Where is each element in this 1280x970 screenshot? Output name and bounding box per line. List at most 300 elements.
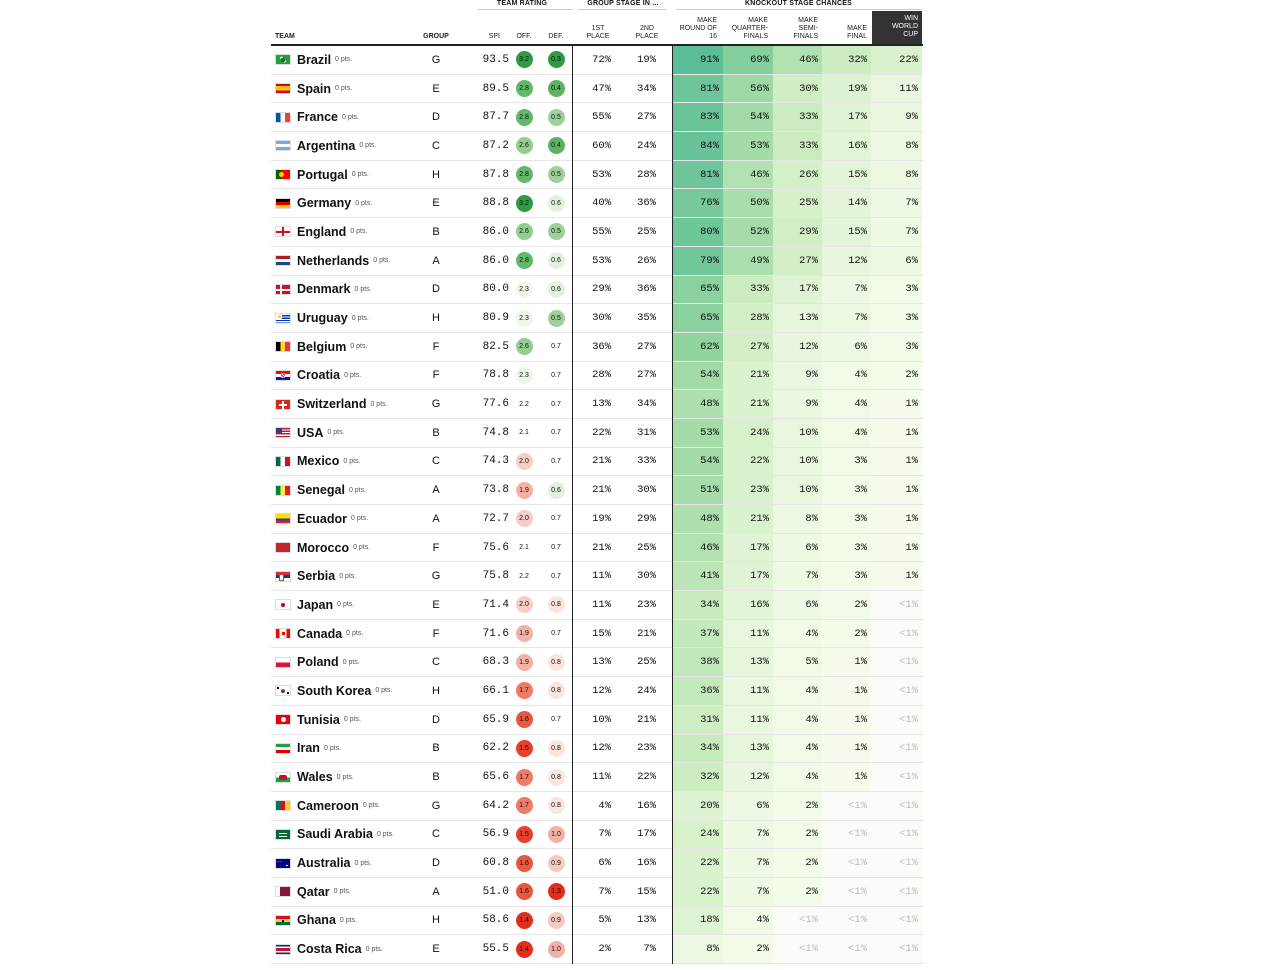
spi-value: 68.3 xyxy=(482,656,509,669)
first-place-pct: 10% xyxy=(592,713,611,726)
second-place-pct: 25% xyxy=(637,656,656,669)
team-name[interactable]: Croatia xyxy=(297,368,341,383)
team-name[interactable]: Morocco xyxy=(297,540,350,555)
team-group: E xyxy=(432,943,440,956)
team-name[interactable]: Uruguay xyxy=(297,311,348,326)
team-points: 0 pts. xyxy=(323,744,342,752)
first-place-pct: 6% xyxy=(598,857,611,870)
team-points: 0 pts. xyxy=(355,199,373,207)
off-rating xyxy=(515,333,533,361)
sf-pct: 10% xyxy=(773,448,822,476)
team-name[interactable]: Saudi Arabia xyxy=(297,827,373,842)
def-bubble: 0.8 xyxy=(548,740,565,757)
qf-pct: 24% xyxy=(723,419,773,447)
team-name[interactable]: Australia xyxy=(297,856,351,871)
first-place-pct: 12% xyxy=(592,684,611,697)
team-group: C xyxy=(432,139,440,152)
team-cell xyxy=(275,648,425,676)
off-bubble: 2.8 xyxy=(516,166,533,183)
final-pct: 3% xyxy=(822,562,871,590)
team-name[interactable]: Belgium xyxy=(297,339,347,354)
team-row[interactable] xyxy=(271,247,923,276)
first-place-pct: 47% xyxy=(592,82,611,95)
qf-pct: 28% xyxy=(723,304,773,332)
off-rating xyxy=(515,362,533,390)
win-pct: <1% xyxy=(871,591,922,619)
team-name[interactable]: South Korea xyxy=(297,683,372,698)
cameroon-flag-icon xyxy=(275,800,291,811)
team-group: G xyxy=(431,799,441,812)
team-cell xyxy=(275,591,425,619)
spi-value: 55.5 xyxy=(482,943,509,956)
costarica-flag-icon xyxy=(275,944,291,955)
team-name[interactable]: Tunisia xyxy=(297,712,340,727)
sf-pct: 2% xyxy=(773,878,822,906)
off-bubble: 1.5 xyxy=(516,826,533,843)
col-off[interactable]: OFF. xyxy=(516,33,532,40)
sf-pct: 10% xyxy=(773,419,822,447)
team-points: 0 pts. xyxy=(351,515,369,523)
first-place-pct: 55% xyxy=(592,225,611,238)
first-place-pct: 2% xyxy=(598,943,611,956)
team-points: 0 pts. xyxy=(350,228,368,236)
team-name[interactable]: Portugal xyxy=(297,167,348,182)
def-bubble: 0.7 xyxy=(548,568,565,585)
team-name[interactable]: England xyxy=(297,224,347,239)
qf-pct: 21% xyxy=(723,390,773,418)
iran-flag-icon xyxy=(275,743,291,754)
senegal-flag-icon xyxy=(275,485,291,496)
team-cell xyxy=(275,763,425,791)
team-row[interactable] xyxy=(271,103,923,132)
win-pct: 1% xyxy=(871,390,922,418)
team-row[interactable] xyxy=(271,46,923,75)
off-rating xyxy=(515,534,533,562)
team-points: 0 pts. xyxy=(343,457,361,465)
off-rating xyxy=(515,763,533,791)
team-cell xyxy=(275,849,425,877)
def-bubble: 0.4 xyxy=(548,80,565,97)
off-bubble: 1.9 xyxy=(516,625,533,642)
team-name[interactable]: Costa Rica xyxy=(297,942,362,957)
spi-value: 93.5 xyxy=(482,53,509,66)
win-pct: 7% xyxy=(871,218,922,246)
team-name[interactable]: Denmark xyxy=(297,282,351,297)
team-name[interactable]: Qatar xyxy=(297,884,330,899)
final-pct: 2% xyxy=(822,591,871,619)
off-rating xyxy=(515,505,533,533)
spi-value: 60.8 xyxy=(482,857,509,870)
team-cell xyxy=(275,304,425,332)
team-row[interactable] xyxy=(271,75,923,104)
off-rating xyxy=(515,476,533,504)
team-name[interactable]: Canada xyxy=(297,626,343,641)
sf-pct: 27% xyxy=(773,247,822,275)
second-place-pct: 15% xyxy=(637,885,656,898)
col-def[interactable]: DEF. xyxy=(548,33,564,40)
team-row[interactable] xyxy=(271,448,923,477)
team-name[interactable]: Mexico xyxy=(297,454,340,469)
win-pct: 1% xyxy=(871,562,922,590)
spi-value: 86.0 xyxy=(482,225,509,238)
final-pct: 3% xyxy=(822,448,871,476)
team-points: 0 pts. xyxy=(353,544,371,552)
off-bubble: 2.8 xyxy=(516,252,533,269)
sf-pct: 2% xyxy=(773,792,822,820)
team-group: C xyxy=(432,455,440,468)
team-points: 0 pts. xyxy=(344,371,362,379)
team-points: 0 pts. xyxy=(339,916,358,924)
win-pct: 1% xyxy=(871,476,922,504)
def-bubble: 1.0 xyxy=(548,941,565,958)
final-pct: 1% xyxy=(822,706,871,734)
def-rating xyxy=(547,562,565,590)
team-name[interactable]: Brazil xyxy=(297,52,332,67)
second-place-pct: 26% xyxy=(637,254,656,267)
japan-flag-icon xyxy=(275,599,291,610)
second-place-pct: 7% xyxy=(643,943,656,956)
def-rating xyxy=(547,276,565,304)
final-pct: 4% xyxy=(822,362,871,390)
first-place-pct: 53% xyxy=(592,168,611,181)
team-row[interactable] xyxy=(271,620,923,649)
r16-pct: 22% xyxy=(673,878,723,906)
team-group: E xyxy=(432,82,440,95)
team-row[interactable] xyxy=(271,304,923,333)
second-place-pct: 13% xyxy=(637,914,656,927)
team-row[interactable] xyxy=(271,476,923,505)
team-group: H xyxy=(432,684,440,697)
r16-pct: 46% xyxy=(673,534,723,562)
team-name[interactable]: Poland xyxy=(297,655,339,670)
off-rating xyxy=(515,821,533,849)
qf-pct: 56% xyxy=(723,75,773,103)
team-group: D xyxy=(432,713,440,726)
team-row[interactable] xyxy=(271,792,923,821)
first-place-pct: 21% xyxy=(592,455,611,468)
col-team[interactable]: TEAM xyxy=(275,33,295,40)
win-pct: <1% xyxy=(871,735,922,763)
team-row[interactable] xyxy=(271,878,923,907)
team-group: H xyxy=(432,914,440,927)
off-bubble: 1.9 xyxy=(516,482,533,499)
win-pct: <1% xyxy=(871,648,922,676)
qf-pct: 33% xyxy=(723,276,773,304)
spi-value: 65.9 xyxy=(482,713,509,726)
final-pct: 6% xyxy=(822,333,871,361)
col-quarterfinals[interactable]: MAKE QUARTER- FINALS xyxy=(731,17,768,40)
off-bubble: 1.4 xyxy=(516,912,533,929)
team-name[interactable]: Germany xyxy=(297,196,352,211)
team-cell xyxy=(275,218,425,246)
team-row[interactable] xyxy=(271,907,923,936)
spi-value: 87.8 xyxy=(482,168,509,181)
def-bubble: 0.5 xyxy=(548,109,565,126)
win-pct: 11% xyxy=(871,75,922,103)
second-place-pct: 34% xyxy=(637,398,656,411)
r16-pct: 79% xyxy=(673,247,723,275)
def-rating xyxy=(547,333,565,361)
team-name[interactable]: Serbia xyxy=(297,569,336,584)
team-name[interactable]: Senegal xyxy=(297,483,345,498)
sf-pct: 17% xyxy=(773,276,822,304)
first-place-pct: 22% xyxy=(592,426,611,439)
team-points: 0 pts. xyxy=(354,859,372,867)
team-row[interactable] xyxy=(271,189,923,218)
def-bubble: 0.6 xyxy=(548,195,565,212)
win-pct: <1% xyxy=(871,706,922,734)
def-bubble: 0.4 xyxy=(548,137,565,154)
r16-pct: 62% xyxy=(673,333,723,361)
sf-pct: 46% xyxy=(773,46,822,74)
col-group[interactable]: GROUP xyxy=(423,33,449,40)
def-bubble: 0.7 xyxy=(548,453,565,470)
off-bubble: 1.7 xyxy=(516,682,533,699)
final-pct: 15% xyxy=(822,218,871,246)
team-row[interactable] xyxy=(271,362,923,391)
col-semifinals[interactable]: MAKE SEMI- FINALS xyxy=(793,17,818,40)
team-row[interactable] xyxy=(271,419,923,448)
spi-value: 87.7 xyxy=(482,111,509,124)
sf-pct: 26% xyxy=(773,161,822,189)
team-name[interactable]: Japan xyxy=(297,597,334,612)
r16-pct: 8% xyxy=(673,935,723,963)
team-row[interactable] xyxy=(271,505,923,534)
column-header-row xyxy=(271,11,923,46)
col-spi[interactable]: SPI xyxy=(488,33,500,40)
qf-pct: 2% xyxy=(723,935,773,963)
team-row[interactable] xyxy=(271,706,923,735)
spi-value: 58.6 xyxy=(482,914,509,927)
def-rating xyxy=(547,792,565,820)
denmark-flag-icon xyxy=(275,284,291,295)
second-place-pct: 16% xyxy=(637,857,656,870)
team-points: 0 pts. xyxy=(351,171,369,179)
sf-pct: 4% xyxy=(773,620,822,648)
team-points: 0 pts. xyxy=(351,314,369,322)
qf-pct: 17% xyxy=(723,534,773,562)
second-place-pct: 19% xyxy=(637,53,656,66)
win-pct: 8% xyxy=(871,132,922,160)
team-row[interactable] xyxy=(271,648,923,677)
first-place-pct: 55% xyxy=(592,111,611,124)
team-name[interactable]: Cameroon xyxy=(297,798,359,813)
team-row[interactable] xyxy=(271,276,923,305)
off-bubble: 2.8 xyxy=(516,80,533,97)
off-rating xyxy=(515,706,533,734)
spi-value: 82.5 xyxy=(482,340,509,353)
col-first-place[interactable]: 1ST PLACE xyxy=(586,25,610,40)
off-rating xyxy=(515,304,533,332)
final-pct: 3% xyxy=(822,505,871,533)
sf-pct: 2% xyxy=(773,849,822,877)
team-row[interactable] xyxy=(271,821,923,850)
poland-flag-icon xyxy=(275,657,291,668)
team-name[interactable]: Switzerland xyxy=(297,397,367,412)
portugal-flag-icon xyxy=(275,169,291,180)
team-row[interactable] xyxy=(271,161,923,190)
team-cell xyxy=(275,419,425,447)
first-place-pct: 4% xyxy=(598,799,611,812)
r16-pct: 32% xyxy=(673,763,723,791)
col-win-world-cup[interactable]: WIN WORLD CUP xyxy=(872,11,922,44)
win-pct: <1% xyxy=(871,620,922,648)
team-cell xyxy=(275,677,425,705)
final-pct: 2% xyxy=(822,620,871,648)
team-name[interactable]: Spain xyxy=(297,81,332,96)
second-place-pct: 28% xyxy=(637,168,656,181)
win-pct: 3% xyxy=(871,276,922,304)
team-group: F xyxy=(432,340,440,353)
sf-pct: 33% xyxy=(773,132,822,160)
final-pct: 4% xyxy=(822,390,871,418)
off-bubble: 1.4 xyxy=(516,941,533,958)
def-rating xyxy=(547,448,565,476)
belgium-flag-icon xyxy=(275,341,291,352)
team-row[interactable] xyxy=(271,591,923,620)
def-rating xyxy=(547,591,565,619)
spi-value: 75.6 xyxy=(482,541,509,554)
final-pct: 3% xyxy=(822,534,871,562)
def-rating xyxy=(547,505,565,533)
team-row[interactable] xyxy=(271,132,923,161)
team-name[interactable]: Ecuador xyxy=(297,511,348,526)
team-name[interactable]: Ghana xyxy=(297,913,336,928)
team-name[interactable]: Iran xyxy=(297,741,320,756)
final-pct: 19% xyxy=(822,75,871,103)
spi-value: 77.6 xyxy=(482,398,509,411)
team-row[interactable] xyxy=(271,534,923,563)
win-pct: 8% xyxy=(871,161,922,189)
spi-value: 65.6 xyxy=(482,771,509,784)
final-pct: 1% xyxy=(822,735,871,763)
sf-pct: 7% xyxy=(773,562,822,590)
def-rating xyxy=(547,132,565,160)
def-bubble: 0.8 xyxy=(548,596,565,613)
team-name[interactable]: Wales xyxy=(297,770,333,785)
team-cell xyxy=(275,333,425,361)
win-pct: 7% xyxy=(871,189,922,217)
win-pct: <1% xyxy=(871,907,922,935)
team-group: G xyxy=(431,398,441,411)
def-rating xyxy=(547,476,565,504)
spi-value: 71.6 xyxy=(482,627,509,640)
r16-pct: 20% xyxy=(673,792,723,820)
def-bubble: 0.7 xyxy=(548,539,565,556)
first-place-pct: 7% xyxy=(598,885,611,898)
final-pct: 7% xyxy=(822,276,871,304)
team-name[interactable]: France xyxy=(297,110,338,125)
off-bubble: 2.8 xyxy=(516,109,533,126)
second-place-pct: 16% xyxy=(637,799,656,812)
team-row[interactable] xyxy=(271,849,923,878)
sf-pct: <1% xyxy=(773,907,822,935)
r16-pct: 81% xyxy=(673,75,723,103)
team-row[interactable] xyxy=(271,390,923,419)
team-row[interactable] xyxy=(271,218,923,247)
team-group: H xyxy=(432,168,440,181)
r16-pct: 31% xyxy=(673,706,723,734)
def-bubble: 0.8 xyxy=(548,654,565,671)
first-place-pct: 40% xyxy=(592,197,611,210)
final-pct: 14% xyxy=(822,189,871,217)
team-row[interactable] xyxy=(271,677,923,706)
off-bubble: 2.0 xyxy=(516,510,533,527)
def-bubble: 0.7 xyxy=(548,711,565,728)
team-name[interactable]: Argentina xyxy=(297,138,356,153)
team-points: 0 pts. xyxy=(365,945,383,953)
team-points: 0 pts. xyxy=(342,113,360,121)
sf-pct: 30% xyxy=(773,75,822,103)
second-place-pct: 34% xyxy=(637,82,656,95)
def-bubble: 1.3 xyxy=(548,883,565,900)
team-points: 0 pts. xyxy=(362,802,380,810)
win-pct: 9% xyxy=(871,103,922,131)
off-rating xyxy=(515,75,533,103)
first-place-pct: 30% xyxy=(592,312,611,325)
team-row[interactable] xyxy=(271,763,923,792)
off-bubble: 1.9 xyxy=(516,654,533,671)
team-cell xyxy=(275,161,425,189)
win-pct: 1% xyxy=(871,419,922,447)
def-bubble: 0.7 xyxy=(548,510,565,527)
def-bubble: 0.7 xyxy=(548,338,565,355)
team-row[interactable] xyxy=(271,735,923,764)
second-place-pct: 35% xyxy=(637,312,656,325)
off-bubble: 2.6 xyxy=(516,338,533,355)
col-round-of-16[interactable]: MAKE ROUND OF 16 xyxy=(679,17,717,40)
col-final[interactable]: MAKE FINAL xyxy=(847,25,867,40)
off-bubble: 3.2 xyxy=(516,195,533,212)
win-pct: <1% xyxy=(871,821,922,849)
sf-pct: 4% xyxy=(773,706,822,734)
croatia-flag-icon xyxy=(275,370,291,381)
team-cell xyxy=(275,390,425,418)
first-place-pct: 21% xyxy=(592,541,611,554)
team-cell xyxy=(275,534,425,562)
off-rating xyxy=(515,132,533,160)
qf-pct: 49% xyxy=(723,247,773,275)
qf-pct: 11% xyxy=(723,706,773,734)
team-points: 0 pts. xyxy=(376,830,395,838)
team-group: F xyxy=(432,369,440,382)
team-cell xyxy=(275,132,425,160)
sf-pct: 5% xyxy=(773,648,822,676)
first-place-pct: 29% xyxy=(592,283,611,296)
qf-pct: 23% xyxy=(723,476,773,504)
team-row[interactable] xyxy=(271,333,923,362)
group-header-line xyxy=(478,9,573,10)
team-name[interactable]: Netherlands xyxy=(297,253,370,268)
group-header-knockout: KNOCKOUT STAGE CHANCES xyxy=(745,0,852,7)
def-rating xyxy=(547,419,565,447)
qf-pct: 7% xyxy=(723,849,773,877)
col-second-place[interactable]: 2ND PLACE xyxy=(635,25,659,40)
team-row[interactable] xyxy=(271,562,923,591)
sf-pct: 4% xyxy=(773,735,822,763)
team-row[interactable] xyxy=(271,935,923,964)
southkorea-flag-icon xyxy=(275,685,291,696)
def-bubble: 0.7 xyxy=(548,396,565,413)
saudi-flag-icon xyxy=(275,829,291,840)
team-group: D xyxy=(432,857,440,870)
final-pct: <1% xyxy=(822,821,871,849)
r16-pct: 48% xyxy=(673,390,723,418)
team-name[interactable]: USA xyxy=(297,425,324,440)
off-rating xyxy=(515,161,533,189)
final-pct: 32% xyxy=(822,46,871,74)
team-points: 0 pts. xyxy=(335,85,353,93)
